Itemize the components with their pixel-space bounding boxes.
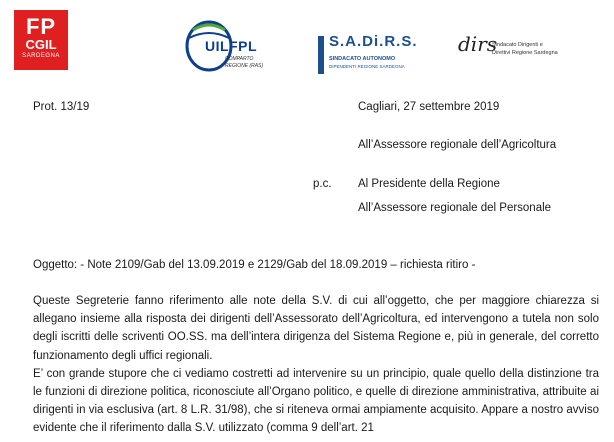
body-paragraph: E’ con grande stupore che ci vediamo costretti ad intervenire su un principio, quale quello della distinzione tra le funzioni di direzione politica, riconosciute all’Organo politico, e quelle di direzione amministrativa, attribuite ai dirigenti in via esclusiva (art. 8 L.R. 31/98), che si riteneva ormai ampiamente acquisito. Appare a nostro avviso evidente che il riferimento dalla S.V. utilizzato (comma 9 dell’art. 21 (33, 367, 599, 435)
uilfpl-logo (185, 16, 281, 76)
cc-recipient-president: Al Presidente della Regione (358, 178, 500, 190)
cc-label: p.c. (313, 178, 332, 190)
uilfpl-logo-name: UILFPL (205, 38, 257, 54)
subject-line: Oggetto: - Note 2109/Gab del 13.09.2019 e 2129/Gab del 18.09.2019 – richiesta ritiro - (33, 259, 476, 271)
uilfpl-logo-sub2: REGIONE (RAS) (225, 63, 264, 69)
sadirs-logo (318, 30, 418, 76)
cc-recipient-personnel: All’Assessore regionale del Personale (358, 202, 552, 214)
fp-cgil-logo (14, 10, 68, 70)
fp-cgil-logo-line2: CGIL (25, 37, 57, 52)
uilfpl-logo-sub1: COMPARTO (225, 56, 254, 62)
sadirs-logo-sub2: DIPENDENTI REGIONE SARDEGNA (329, 64, 405, 69)
dirs-logo-mark: dirs (458, 32, 498, 56)
fp-cgil-logo-line3: SARDEGNA (22, 53, 60, 59)
body-paragraph: Queste Segreterie fanno riferimento alle note della S.V. di cui all’oggetto, che per maggiore chiarezza si allegano insieme alla risposta dei dirigenti dell’Assessorato dell’Agricoltura, ed intervengono a tutela non solo degli iscritti delle scriventi OO.SS. ma dell’intera dirigenza del Sistema Regione e, più in generale, del corretto funzionamento degli uffici regionali. (33, 295, 599, 362)
place-date: Cagliari, 27 settembre 2019 (358, 101, 500, 113)
sadirs-logo-sub1: SINDACATO AUTONOMO (329, 56, 396, 62)
letterhead-logos (0, 0, 614, 86)
dirs-logo-sub1: Sindacato Dirigenti e (492, 42, 543, 48)
fp-cgil-logo-line1: FP (25, 14, 57, 39)
recipient-main: All’Assessore regionale dell’Agricoltura (358, 139, 557, 151)
dirs-logo-sub2: Direttivi Regione Sardegna (492, 50, 558, 56)
sadirs-bar-icon (318, 36, 324, 74)
sadirs-logo-name: S.A.Di.R.S. (329, 33, 418, 50)
dirs-logo (458, 32, 558, 72)
letter-body (33, 292, 599, 438)
protocol-number: Prot. 13/19 (33, 101, 90, 113)
